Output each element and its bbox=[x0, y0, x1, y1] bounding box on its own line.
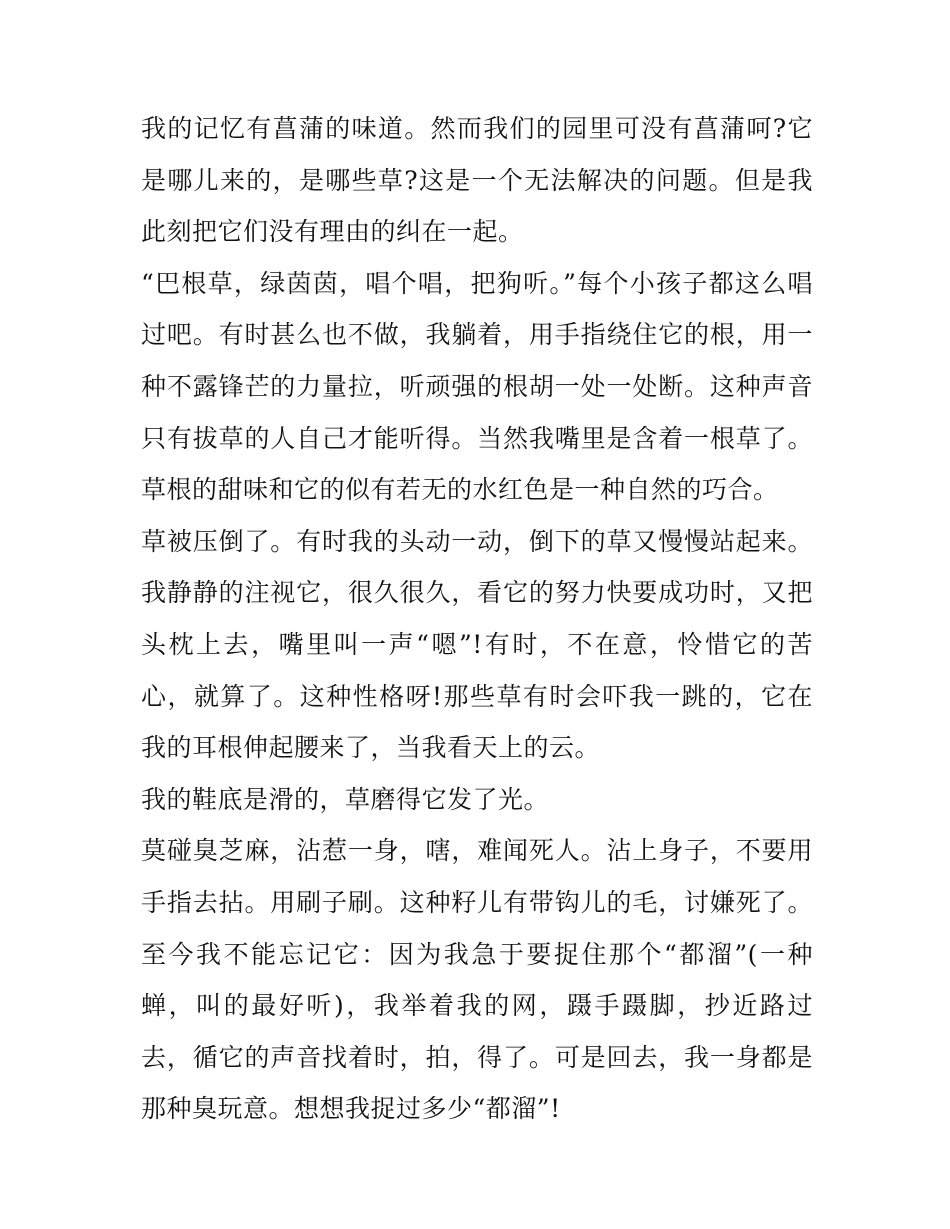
paragraph-calamus-memory: 我的记忆有菖蒲的味道。然而我们的园里可没有菖蒲呵?它是哪儿来的，是哪些草?这是一个无法解决的问题。但是我此刻把它们没有理由的纠在一起。 bbox=[141, 114, 813, 247]
document-body bbox=[141, 103, 813, 1135]
paragraph-pressed-grass: 草被压倒了。有时我的头动一动，倒下的草又慢慢站起来。我静静的注视它，很久很久，看它的努力快要成功时，又把头枕上去，嘴里叫一声“嗯”!有时，不在意，怜惜它的苦心，就算了。这种性格呀!那些草有时会吓我一跳的，它在我的耳根伸起腰来了，当我看天上的云。 bbox=[141, 526, 813, 763]
paragraph-bagen-grass: “巴根草，绿茵茵，唱个唱，把狗听。”每个小孩子都这么唱过吧。有时甚么也不做，我躺着，用手指绕住它的根，用一种不露锋芒的力量拉，听顽强的根胡一处一处断。这种声音只有拔草的人自己才能听得。当然我嘴里是含着一根草了。草根的甜味和它的似有若无的水红色是一种自然的巧合。 bbox=[141, 268, 813, 505]
paragraph-stinky-sesame: 莫碰臭芝麻，沾惹一身，嗐，难闻死人。沾上身子，不要用手指去拈。用刷子刷。这种籽儿有带钩儿的毛，讨嫌死了。至今我不能忘记它：因为我急于要捉住那个“都溜”(一种蝉，叫的最好听)，我举着我的网，蹑手蹑脚，抄近路过去，循它的声音找着时，拍，得了。可是回去，我一身都是那种臭玩意。想想我捉过多少“都溜”! bbox=[141, 836, 813, 1124]
paragraph-shoe-sole: 我的鞋底是滑的，草磨得它发了光。 bbox=[141, 784, 550, 814]
